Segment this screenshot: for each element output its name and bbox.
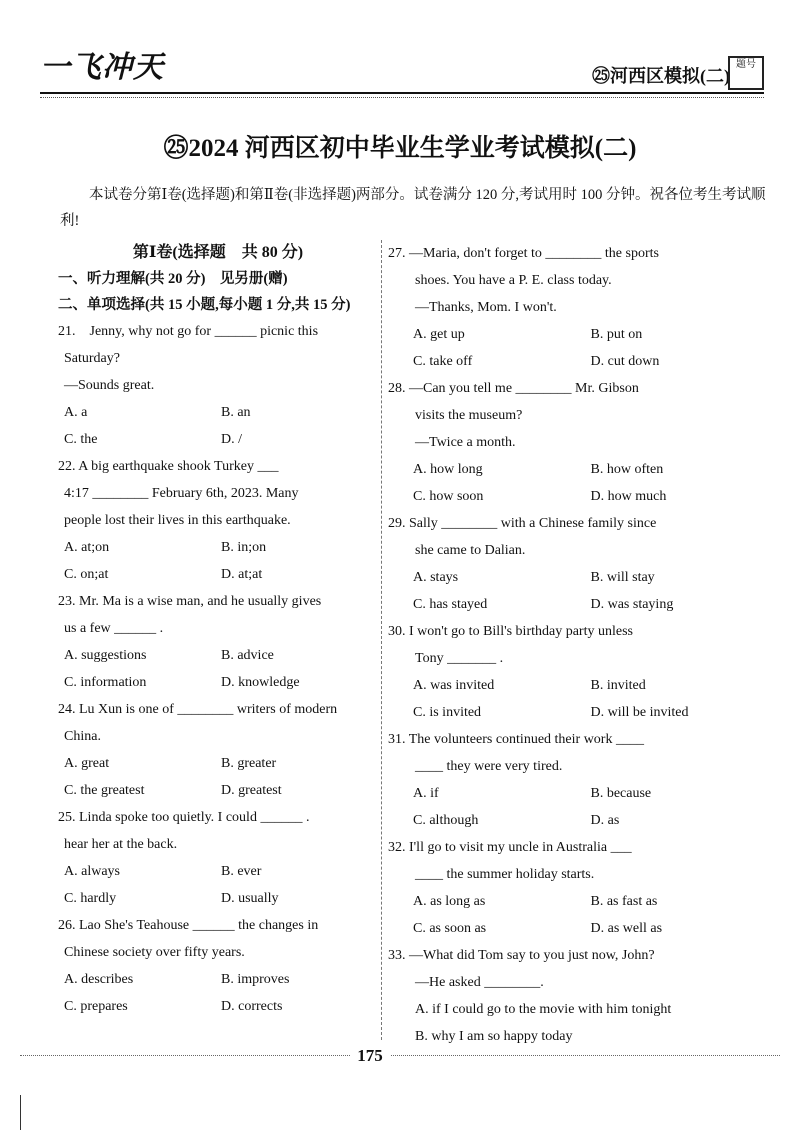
answer-options — [388, 672, 768, 726]
question-stem: 25. Linda spoke too quietly. I could ______ . — [58, 810, 310, 825]
answer-options — [58, 399, 378, 453]
question-stem-line: us a few ______ . — [64, 621, 164, 636]
answer-option: D. greatest — [221, 783, 282, 798]
question-stem: 29. Sally ________ with a Chinese family since — [388, 516, 657, 531]
answer-option: D. as — [590, 813, 620, 828]
answer-option: B. because — [590, 786, 652, 801]
question-stem: 21. Jenny, why not go for ______ picnic this — [58, 324, 319, 339]
question-item — [388, 942, 768, 1050]
question-item — [388, 726, 768, 834]
answer-option: A. as long as — [413, 894, 486, 909]
page-number: 175 — [350, 1046, 390, 1066]
question-stem: 31. The volunteers continued their work ____ — [388, 732, 644, 747]
answer-option: A. describes — [64, 972, 134, 987]
answer-option: C. the — [64, 432, 98, 447]
answer-option: B. put on — [590, 327, 643, 342]
answer-option: A. great — [64, 756, 110, 771]
answer-options — [388, 780, 768, 834]
header-exam-label: ㉕河西区模拟(二) — [592, 66, 730, 86]
answer-option: A. if — [413, 786, 439, 801]
header-stamp: 题号 — [728, 56, 764, 90]
question-stem: 28. —Can you tell me ________ Mr. Gibson — [388, 381, 639, 396]
answer-option: D. corrects — [221, 999, 283, 1014]
question-stem-line: Saturday? — [64, 351, 120, 366]
answer-option: C. the greatest — [64, 783, 145, 798]
answer-option: B. how often — [590, 462, 664, 477]
section1-heading: 一、听力理解(共 20 分) 见另册(赠) — [58, 271, 288, 287]
question-item — [388, 834, 768, 942]
question-item — [58, 453, 378, 588]
question-stem: 32. I'll go to visit my uncle in Australia ___ — [388, 840, 632, 855]
answer-option: A. how long — [413, 462, 483, 477]
question-stem: 33. —What did Tom say to you just now, John? — [388, 948, 655, 963]
question-item — [58, 912, 378, 1020]
answer-option: A. was invited — [413, 678, 495, 693]
answer-option: C. information — [64, 675, 147, 690]
answer-option: D. at;at — [221, 567, 263, 582]
answer-option: B. will stay — [590, 570, 655, 585]
question-item — [58, 588, 378, 696]
column-divider — [381, 240, 382, 1040]
footer-divider — [20, 1055, 780, 1056]
answer-options — [388, 321, 768, 375]
brand-logo: 一飞冲天 — [40, 51, 164, 84]
answer-option: D. will be invited — [590, 705, 689, 720]
question-stem: 30. I won't go to Bill's birthday party unless — [388, 624, 633, 639]
page-title: ㉕2024 河西区初中毕业生学业考试模拟(二) — [163, 135, 637, 162]
answer-option: A. suggestions — [64, 648, 147, 663]
question-stem-line: ____ the summer holiday starts. — [415, 867, 595, 882]
answer-option: C. take off — [413, 354, 473, 369]
answer-option: A. get up — [413, 327, 465, 342]
answer-options — [388, 888, 768, 942]
left-column — [58, 240, 378, 1020]
answer-options — [388, 564, 768, 618]
answer-option: C. how soon — [413, 489, 484, 504]
answer-option: A. always — [64, 864, 120, 879]
question-stem: 22. A big earthquake shook Turkey ___ — [58, 459, 279, 474]
answer-option: C. on;at — [64, 567, 109, 582]
answer-options — [58, 534, 378, 588]
part1-title: 第Ⅰ卷(选择题 共 80 分) — [132, 244, 304, 261]
answer-option: A. a — [64, 405, 88, 420]
question-stem-line: ____ they were very tired. — [415, 759, 563, 774]
answer-option: B. an — [221, 405, 251, 420]
answer-option: D. was staying — [590, 597, 674, 612]
question-item — [58, 804, 378, 912]
question-item — [388, 510, 768, 618]
answer-option: D. knowledge — [221, 675, 300, 690]
question-stem-line: China. — [64, 729, 101, 744]
answer-option: B. invited — [590, 678, 646, 693]
answer-option: B. in;on — [221, 540, 267, 555]
answer-option: A. stays — [413, 570, 459, 585]
right-column — [388, 240, 768, 1050]
answer-options — [58, 966, 378, 1020]
right-question-list — [388, 240, 768, 1050]
left-question-list — [58, 318, 378, 1020]
question-stem: 27. —Maria, don't forget to ________ the sports — [388, 246, 659, 261]
question-item — [58, 696, 378, 804]
question-stem-line: hear her at the back. — [64, 837, 178, 852]
question-stem-line: 4:17 ________ February 6th, 2023. Many — [64, 486, 299, 501]
question-stem: 24. Lu Xun is one of ________ writers of modern — [58, 702, 338, 717]
answer-option: C. is invited — [413, 705, 482, 720]
exam-instructions: 本试卷分第Ⅰ卷(选择题)和第Ⅱ卷(非选择题)两部分。试卷满分 120 分,考试用时 100 分钟。祝各位考生考试顺利! — [60, 187, 766, 229]
question-stem-line: visits the museum? — [415, 408, 523, 423]
answer-options — [58, 858, 378, 912]
header-divider-dotted — [40, 97, 764, 98]
answer-option: B. improves — [221, 972, 290, 987]
answer-option: C. as soon as — [413, 921, 487, 936]
answer-option: A. if I could go to the movie with him tonight — [415, 1002, 672, 1017]
answer-options — [388, 456, 768, 510]
answer-option: B. greater — [221, 756, 277, 771]
answer-option: C. has stayed — [413, 597, 488, 612]
question-item — [58, 318, 378, 453]
header-divider — [40, 92, 764, 94]
question-stem: 26. Lao She's Teahouse ______ the changes in — [58, 918, 319, 933]
answer-option: D. how much — [590, 489, 667, 504]
answer-options — [58, 642, 378, 696]
question-stem: 23. Mr. Ma is a wise man, and he usually gives — [58, 594, 322, 609]
question-item — [388, 618, 768, 726]
question-stem-line: —Thanks, Mom. I won't. — [415, 300, 557, 315]
answer-option: B. ever — [221, 864, 262, 879]
answer-option: D. / — [221, 432, 242, 447]
answer-option: B. advice — [221, 648, 274, 663]
question-stem-line: —Twice a month. — [415, 435, 516, 450]
question-stem-line: people lost their lives in this earthquake. — [64, 513, 291, 528]
answer-option: C. prepares — [64, 999, 128, 1014]
question-item — [388, 375, 768, 510]
margin-mark — [20, 1095, 21, 1130]
answer-option: C. hardly — [64, 891, 117, 906]
answer-option: D. as well as — [590, 921, 663, 936]
answer-options — [58, 750, 378, 804]
question-stem-line: —Sounds great. — [64, 378, 155, 393]
section2-heading: 二、单项选择(共 15 小题,每小题 1 分,共 15 分) — [58, 297, 351, 313]
answer-option: B. as fast as — [590, 894, 658, 909]
answer-option: C. although — [413, 813, 479, 828]
question-stem-line: she came to Dalian. — [415, 543, 526, 558]
question-item — [388, 240, 768, 375]
answer-option: A. at;on — [64, 540, 110, 555]
question-stem-line: Tony _______ . — [415, 651, 504, 666]
question-stem-line: shoes. You have a P. E. class today. — [415, 273, 612, 288]
question-stem-line: —He asked ________. — [415, 975, 544, 990]
question-stem-line: Chinese society over fifty years. — [64, 945, 245, 960]
answer-option: D. cut down — [590, 354, 660, 369]
answer-option: D. usually — [221, 891, 279, 906]
answer-option: B. why I am so happy today — [415, 1029, 573, 1044]
